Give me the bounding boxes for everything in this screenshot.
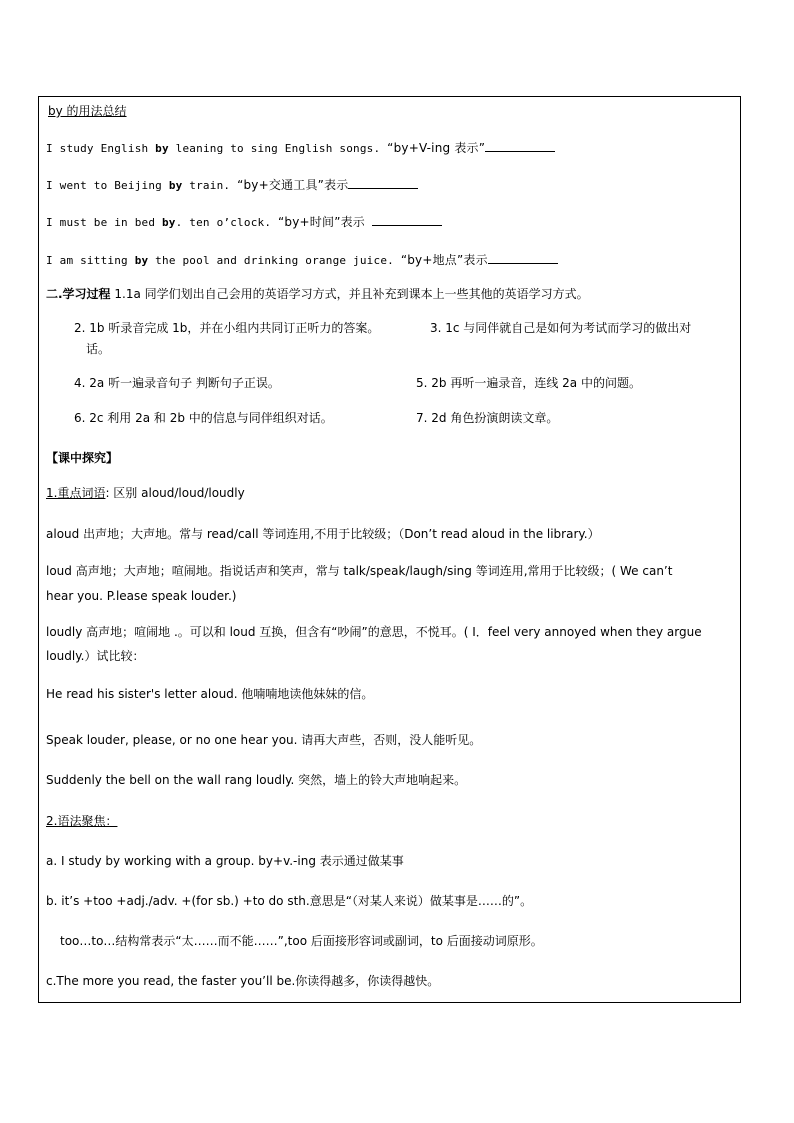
grammar-b: b. it’s +too +adj./adv. +(for sb.) +to do sth.意思是“（对某人来说）做某事是……的”。 <box>46 894 533 908</box>
vocab-heading: 1.重点词语: 区别 aloud/loud/loudly <box>46 486 245 500</box>
process-item-7: 7. 2d 角色扮演朗读文章。 <box>416 411 559 425</box>
grammar-a: a. I study by working with a group. by+v.-ing 表示通过做某事 <box>46 854 404 868</box>
answer-blank[interactable] <box>348 177 418 189</box>
process-line-1: 二.学习过程 1.1a 同学们划出自己会用的英语学习方式，并且补充到课本上一些其他的英语学习方式。 <box>46 287 589 301</box>
process-item-5: 5. 2b 再听一遍录音，连线 2a 中的问题。 <box>416 376 641 390</box>
process-item-6: 6. 2c 利用 2a 和 2b 中的信息与同伴组织对话。 <box>74 411 333 425</box>
example-1: He read his sister's letter aloud. 他喃喃地读他妹妹的信。 <box>46 687 374 701</box>
by-row-2: I went to Beijing by train. “by+交通工具”表示 <box>46 177 418 194</box>
grammar-b-note: too…to…结构常表示“太……而不能……”,too 后面接形容词或副词，to 后面接动词原形。 <box>60 934 543 948</box>
by-row-1: I study English by leaning to sing English songs. “by+V-ing 表示” <box>46 140 555 157</box>
aloud-def: aloud 出声地；大声地。常与 read/call 等词连用,不用于比较级；（Don’t read aloud in the library.） <box>46 527 600 541</box>
answer-blank[interactable] <box>488 252 558 264</box>
grammar-heading: 2.语法聚焦： <box>46 814 118 828</box>
process-item-3-cont: 话。 <box>86 342 111 356</box>
process-item-4: 4. 2a 听一遍录音句子 判断句子正误。 <box>74 376 280 390</box>
by-usage-heading: by 的用法总结 <box>48 104 127 118</box>
by-row-3: I must be in bed by. ten o’clock. “by+时间”表示 <box>46 214 442 231</box>
loudly-def-2: loudly.）试比较： <box>46 649 145 663</box>
example-3: Suddenly the bell on the wall rang loudly. 突然，墙上的铃大声地响起来。 <box>46 773 467 787</box>
loud-def-1: loud 高声地；大声地；喧闹地。指说话声和笑声，常与 talk/speak/laugh/sing 等词连用,常用于比较级；( We can’t <box>46 564 673 578</box>
example-2: Speak louder, please, or no one hear you. 请再大声些，否则，没人能听见。 <box>46 733 482 747</box>
inclass-title: 【课中探究】 <box>46 451 119 465</box>
process-item-3: 3. 1c 与同伴就自己是如何为考试而学习的做出对 <box>430 321 692 335</box>
answer-blank[interactable] <box>372 214 442 226</box>
answer-blank[interactable] <box>485 140 555 152</box>
by-row-4: I am sitting by the pool and drinking orange juice. “by+地点”表示 <box>46 252 558 269</box>
grammar-c: c.The more you read, the faster you’ll be.你读得越多，你读得越快。 <box>46 974 440 988</box>
loudly-def-1: loudly 高声地；喧闹地 .。可以和 loud 互换，但含有“吵闹”的意思，不悦耳。( I．feel very annoyed when they argue <box>46 625 702 639</box>
loud-def-2: hear you. P.lease speak louder.) <box>46 589 237 603</box>
process-item-2: 2. 1b 听录音完成 1b，并在小组内共同订正听力的答案。 <box>74 321 380 335</box>
